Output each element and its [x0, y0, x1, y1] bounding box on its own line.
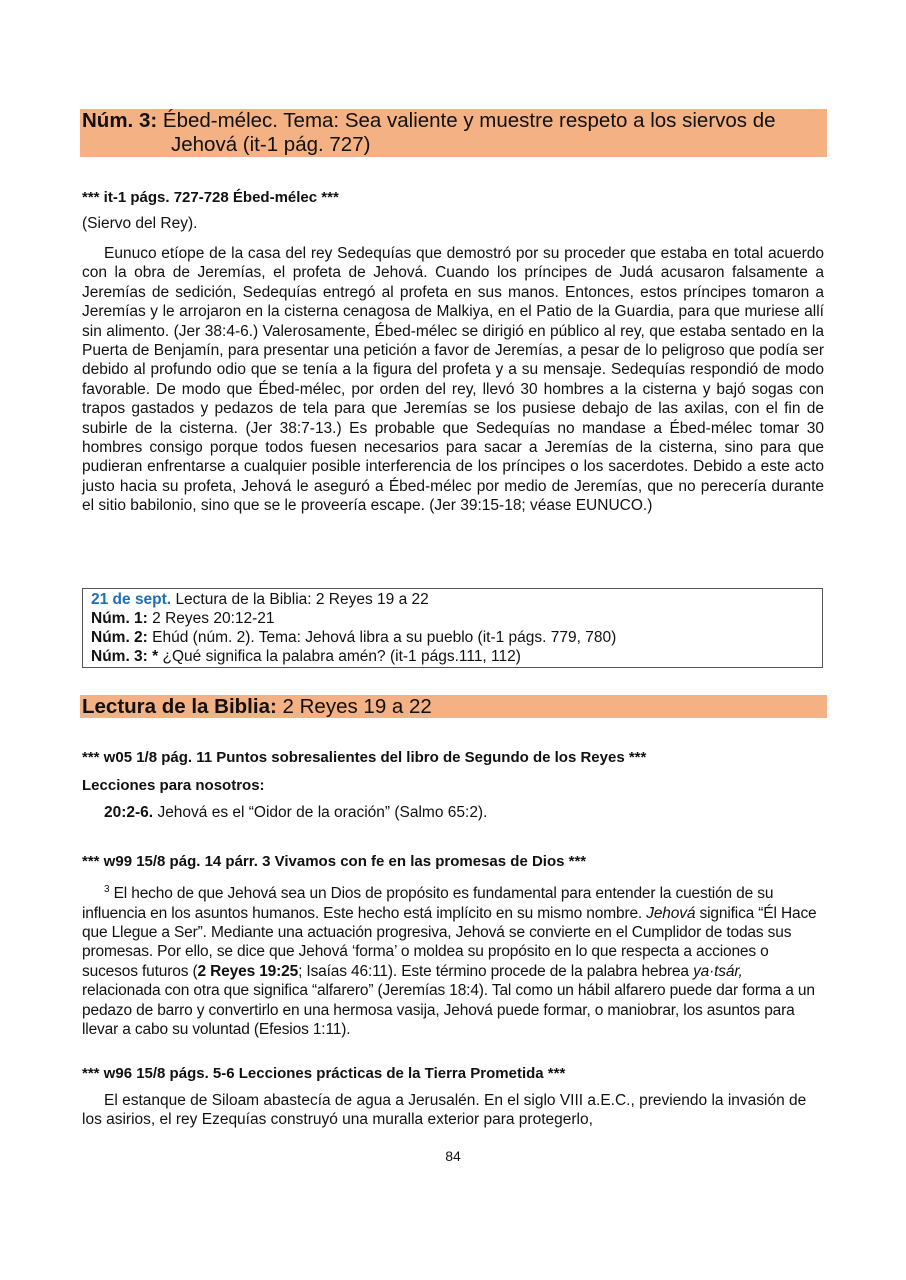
heading-text: 2 Reyes 19 a 22 [282, 695, 432, 718]
italic-text: Jehová [646, 904, 696, 922]
schedule-item [91, 628, 822, 647]
text: ; Isaías 46:11). Este término procede de la palabra hebrea [298, 962, 694, 980]
w99-paragraph [82, 880, 824, 1039]
heading-text-line2: Jehová (it-1 pág. 727) [171, 133, 371, 156]
schedule-item [91, 609, 822, 628]
lessons-heading: Lecciones para nosotros: [82, 777, 265, 794]
page-number: 84 [445, 1148, 461, 1164]
source-reference: *** w05 1/8 pág. 11 Puntos sobresalientes del libro de Segundo de los Reyes *** [82, 749, 647, 766]
item-label: Núm. 1: [91, 610, 148, 627]
w96-paragraph: El estanque de Siloam abastecía de agua a Jerusalén. En el siglo VIII a.E.C., previendo la invasión de los asirios, el rey Ezequías construyó una muralla exterior para protegerlo, [82, 1092, 807, 1129]
lesson-text: Jehová es el “Oidor de la oración” (Salmo 65:2). [157, 804, 488, 821]
source-reference: *** w96 15/8 págs. 5-6 Lecciones prácticas de la Tierra Prometida *** [82, 1065, 566, 1082]
paragraph-number: 3 [104, 884, 110, 895]
text: relacionada con otra que significa “alfarero” (Jeremías 18:4). Tal como un hábil alfarero puede dar forma a un pedazo de barro y convertirlo en una hermosa vasija, Jehová puede formar, o maniobrar, los asuntos para llevar a cabo su voluntad (Efesios 1:11). [82, 982, 815, 1038]
article-paragraph: Eunuco etíope de la casa del rey Sedequías que demostró por su proceder que estaba en total acuerdo con la obra de Jeremías, el profeta de Jehová. Cuando los príncipes de Judá acusaron falsamente a Jeremías de sedición, Sedequías entregó al profeta en sus manos. Entonces, estos príncipes tomaron a Jeremías y le arrojaron en la cisterna cenagosa de Malkiya, en el Patio de la Guardia, para que muriese allí sin alimento. (Jer 38:4-6.) Valerosamente, Ébed-mélec se dirigió en público al rey, que estaba sentado en la Puerta de Benjamín, para presentar una petición a favor de Jeremías, a pesar de lo peligroso que podía ser debido al profundo odio que se tenía a la figura del profeta y a su mensaje. Sedequías respondió de modo favorable. De modo que Ébed-mélec, por orden del rey, llevó 30 hombres a la cisterna y bajó sogas con trapos gastados y pedazos de tela para que Jeremías se los pusiese debajo de las axilas, con el fin de subirle de la cisterna. (Jer 38:7-13.) Es probable que Sedequías no mandase a Ébed-mélec tomar 30 hombres consigo porque todos fuesen necesarios para sacar a Jeremías de la cisterna, sino para que pudieran enfrentarse a cualquier posible interferencia de los príncipes o los sacerdotes. Debido a este acto justo hacia su profeta, Jehová le aseguró a Ébed-mélec por medio de Jeremías, que no perecería durante el sitio babilonio, sino que se le proveería escape. (Jer 39:15-18; véase EUNUCO.) [82, 245, 824, 515]
scripture-ref: 2 Reyes 19:25 [197, 962, 299, 980]
section-heading-ebed-melec [80, 109, 827, 157]
schedule-box [82, 588, 823, 668]
lesson-ref: 20:2-6. [104, 804, 154, 821]
source-reference: *** w99 15/8 pág. 14 párr. 3 Vivamos con fe en las promesas de Dios *** [82, 853, 587, 870]
text: El hecho de que Jehová sea un Dios de propósito es fundamental para entender la cuestión de su influencia en los asuntos humanos. Este hecho está implícito en su mismo nombre. [82, 885, 774, 922]
italic-text: ya·tsár, [693, 962, 743, 980]
heading-label: Lectura de la Biblia: [82, 695, 277, 718]
item-text: ¿Qué significa la palabra amén? (it-1 págs.111, 112) [162, 648, 521, 665]
subtitle: (Siervo del Rey). [82, 215, 198, 232]
heading-text: Ébed-mélec. Tema: Sea valiente y muestre respeto a los siervos de [162, 109, 776, 132]
schedule-date: 21 de sept. [91, 591, 172, 608]
lesson-item [82, 803, 824, 822]
schedule-reading: Lectura de la Biblia: 2 Reyes 19 a 22 [175, 591, 429, 608]
item-text: Ehúd (núm. 2). Tema: Jehová libra a su pueblo (it-1 págs. 779, 780) [152, 629, 617, 646]
text: significa “Él Hace que Llegue a Ser”. Mediante una actuación progresiva, Jehová se convierte en el Cumplidor de todas sus promesas. Por ello, se dice que Jehová ‘forma’ o moldea su propósito en lo que respecta a acciones o sucesos futuros ( [82, 904, 817, 980]
heading-label: Núm. 3: [82, 109, 158, 132]
item-text: 2 Reyes 20:12-21 [152, 610, 275, 627]
section-heading-bible-reading [80, 695, 827, 718]
source-reference: *** it-1 págs. 727-728 Ébed-mélec *** [82, 189, 339, 206]
schedule-item [91, 647, 822, 666]
item-label: Núm. 2: [91, 629, 148, 646]
item-label: Núm. 3: * [91, 648, 159, 665]
